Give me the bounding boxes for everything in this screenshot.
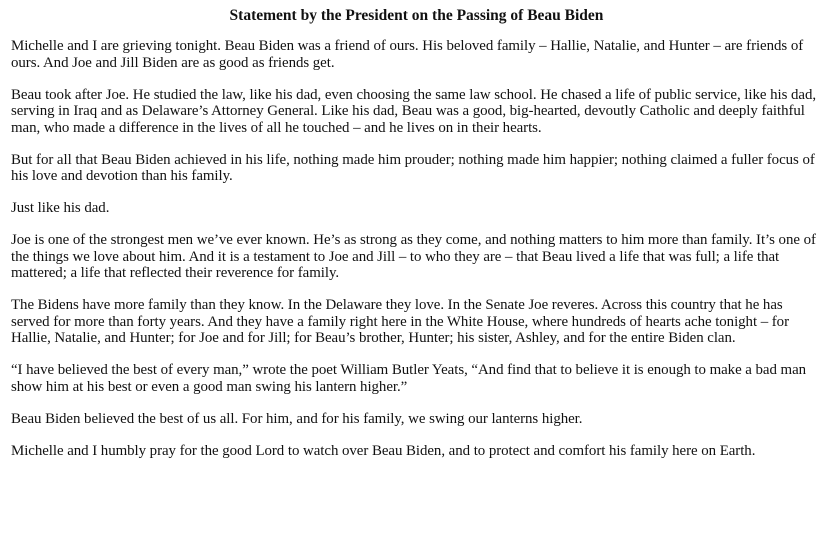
paragraph-took-after-joe: Beau took after Joe. He studied the law, like his dad, even choosing the same law school. He chased a life of public service, like his dad, serving in Iraq and as Delaware’s Attorney General. Like his dad, Beau was a good, big-hearted, devoutly Catholic and deeply faithful man, who made a difference in the lives of all he touched – and he lives on in their hearts. [11,86,817,136]
paragraph-lanterns: Beau Biden believed the best of us all. For him, and for his family, we swing our lanterns higher. [11,410,583,427]
paragraph-joe-strongest: Joe is one of the strongest men we’ve ever known. He’s as strong as they come, and nothing matters to him more than family. It’s one of the things we love about him. And it is a testament to Joe and Jill – to who they are – that Beau lived a life that was full; a life that mattered; a life that reflected their reverence for family. [11,232,816,281]
paragraph-grieving: Michelle and I are grieving tonight. Beau Biden was a friend of ours. His beloved family – Hallie, Natalie, and Hunter – are friends of ours. And Joe and Jill Biden are as good as friends get. [11,38,804,71]
paragraph-bidens-family: The Bidens have more family than they know. In the Delaware they love. In the Senate Joe reveres. Across this country that he has served for more than forty years. And they have a family right here in the White House, where hundreds of hearts ache tonight – for Hallie, Natalie, and Hunter; for Joe and for Jill; for Beau’s brother, Hunter; his sister, Ashley, and for the entire Biden clan. [11,297,789,346]
paragraph-prayer: Michelle and I humbly pray for the good Lord to watch over Beau Biden, and to protect and comfort his family here on Earth. [11,442,756,459]
paragraph-yeats-quote: “I have believed the best of every man,” wrote the poet William Butler Yeats, “And find that to believe it is enough to make a bad man show him at his best or even a good man swing his lantern higher.” [11,362,807,395]
paragraph-family-focus: But for all that Beau Biden achieved in his life, nothing made him prouder; nothing made him happier; nothing claimed a fuller focus of his love and devotion than his family. [11,151,815,184]
paragraph-just-like-dad: Just like his dad. [11,200,110,216]
statement-title: Statement by the President on the Passing of Beau Biden [229,7,604,24]
